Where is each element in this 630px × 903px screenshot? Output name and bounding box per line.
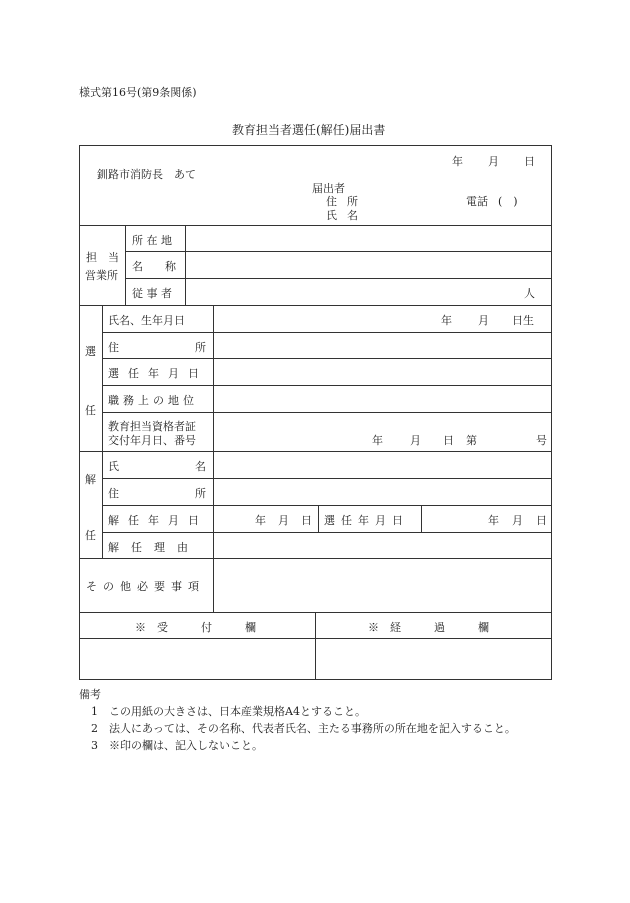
note-item: 2 法人にあっては、その名称、代表者氏名、主たる事務所の所在地を記入すること。 xyxy=(91,722,516,735)
appoint-group-char-1: 選 xyxy=(85,345,96,358)
appoint-birth-day: 日生 xyxy=(512,314,534,327)
appoint-cert-year: 年 xyxy=(372,434,383,447)
office-group-label-1: 担 当 xyxy=(86,251,119,264)
dismiss-name-label-1: 氏 xyxy=(108,460,119,473)
top-date-month: 月 xyxy=(488,155,499,168)
form-title: 教育担当者選任(解任)届出書 xyxy=(232,123,386,137)
appoint-position-label: 職務上の地位 xyxy=(108,394,198,407)
appoint-birth-year: 年 xyxy=(441,314,452,327)
dismiss-date-label: 解任年月日 xyxy=(108,514,208,527)
office-location-label: 所 在 地 xyxy=(132,234,172,247)
notes-heading: 備考 xyxy=(79,688,101,701)
dismiss-date-year: 年 xyxy=(255,514,266,527)
dismiss-group-char-2: 任 xyxy=(85,529,96,542)
addressee: 釧路市消防長 あて xyxy=(97,168,196,181)
appoint-cert-label-2: 交付年月日、番号 xyxy=(108,434,196,447)
phone-paren: ( ) xyxy=(498,195,518,208)
appoint-group-char-2: 任 xyxy=(85,404,96,417)
dismiss-appoint-year: 年 xyxy=(488,514,499,527)
dismiss-reason-label: 解任理由 xyxy=(108,541,200,554)
dismiss-appoint-month: 月 xyxy=(512,514,523,527)
form-number: 様式第16号(第9条関係) xyxy=(79,86,197,99)
reception-label: ※ 受 付 欄 xyxy=(135,621,256,634)
note-item: 3 ※印の欄は、記入しないこと。 xyxy=(91,739,263,752)
appoint-cert-label-1: 教育担当資格者証 xyxy=(108,420,196,433)
applicant-address-label-2: 所 xyxy=(347,195,358,208)
applicant-name-label-1: 氏 xyxy=(326,209,337,222)
office-workers-unit: 人 xyxy=(524,287,535,300)
office-name-label: 名 称 xyxy=(132,260,176,273)
phone-label: 電話 xyxy=(466,195,488,208)
dismiss-name-label-2: 名 xyxy=(195,460,206,473)
other-label: その他必要事項 xyxy=(86,580,205,593)
dismiss-address-label-2: 所 xyxy=(195,487,206,500)
top-date-day: 日 xyxy=(524,155,535,168)
appoint-name-birth-label: 氏名、生年月日 xyxy=(108,314,185,327)
appoint-birth-month: 月 xyxy=(478,314,489,327)
applicant-address-label-1: 住 xyxy=(326,195,337,208)
top-date-year: 年 xyxy=(452,155,463,168)
dismiss-date-day: 日 xyxy=(301,514,312,527)
appoint-address-label-2: 所 xyxy=(195,341,206,354)
dismiss-appoint-day: 日 xyxy=(536,514,547,527)
appoint-cert-month: 月 xyxy=(410,434,421,447)
dismiss-date-month: 月 xyxy=(278,514,289,527)
dismiss-address-label-1: 住 xyxy=(108,487,119,500)
progress-label: ※ 経 過 欄 xyxy=(368,621,489,634)
applicant-label: 届出者 xyxy=(312,182,345,195)
appoint-cert-go: 号 xyxy=(536,434,547,447)
office-workers-label: 従 事 者 xyxy=(132,287,172,300)
office-group-label-2: 営業所 xyxy=(85,269,118,282)
appoint-address-label-1: 住 xyxy=(108,341,119,354)
appoint-date-label: 選任年月日 xyxy=(108,367,208,380)
appoint-cert-no: 第 xyxy=(466,434,477,447)
appoint-cert-day: 日 xyxy=(443,434,454,447)
dismiss-appoint-date-label: 選任年月日 xyxy=(324,514,409,527)
applicant-name-label-2: 名 xyxy=(347,209,358,222)
dismiss-group-char-1: 解 xyxy=(85,473,96,486)
note-item: 1 この用紙の大きさは、日本産業規格A4とすること。 xyxy=(91,705,366,718)
